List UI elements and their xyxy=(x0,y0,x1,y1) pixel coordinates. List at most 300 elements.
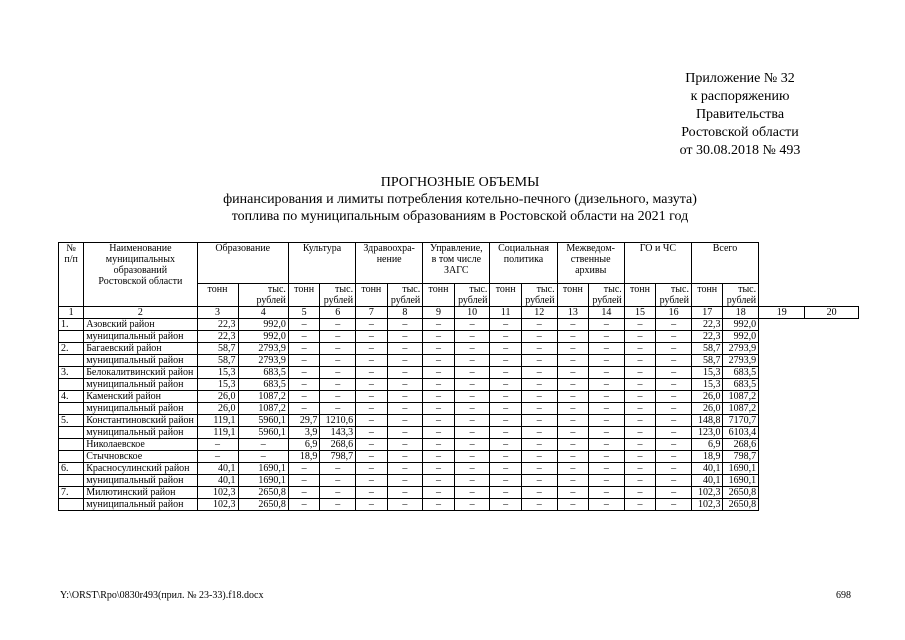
row-value: – xyxy=(521,475,557,487)
table-row xyxy=(59,415,859,427)
row-value: 26,0 xyxy=(691,391,722,403)
row-value: – xyxy=(557,487,588,499)
row-value: 1210,6 xyxy=(320,415,356,427)
row-value: – xyxy=(320,475,356,487)
row-value: – xyxy=(557,319,588,331)
fuel-table xyxy=(58,242,859,511)
header-group: Здравоохра- нение xyxy=(356,243,423,284)
row-value: – xyxy=(320,343,356,355)
row-value: – xyxy=(624,499,655,511)
row-value: 40,1 xyxy=(197,463,238,475)
row-value: – xyxy=(454,427,490,439)
row-value: – xyxy=(557,403,588,415)
row-value: – xyxy=(288,343,319,355)
row-value: – xyxy=(624,463,655,475)
row-value: – xyxy=(320,367,356,379)
row-value: – xyxy=(624,355,655,367)
row-number xyxy=(59,331,84,343)
title-line: ПРОГНОЗНЫЕ ОБЪЕМЫ xyxy=(380,175,540,190)
row-value: – xyxy=(423,355,454,367)
row-value: 5960,1 xyxy=(238,427,288,439)
header-unit-rub: тыс. рублей xyxy=(656,284,692,307)
row-value: 2793,9 xyxy=(238,343,288,355)
row-value: – xyxy=(454,331,490,343)
column-number: 11 xyxy=(490,307,521,319)
header-group: Межведом- ственные архивы xyxy=(557,243,624,284)
row-value: – xyxy=(656,355,692,367)
row-value: 22,3 xyxy=(197,331,238,343)
header-unit-rub: тыс. рублей xyxy=(723,284,759,307)
row-value: – xyxy=(356,415,387,427)
row-value: – xyxy=(454,415,490,427)
header-unit-rub: тыс. рублей xyxy=(454,284,490,307)
row-value: – xyxy=(624,403,655,415)
row-value: 268,6 xyxy=(320,439,356,451)
row-value: – xyxy=(521,451,557,463)
row-value: – xyxy=(387,475,423,487)
row-value: 6103,4 xyxy=(723,427,759,439)
row-number: 6. xyxy=(59,463,84,475)
row-value: – xyxy=(490,367,521,379)
row-name: Константиновский район xyxy=(84,415,197,427)
row-value: 2650,8 xyxy=(238,499,288,511)
row-value: – xyxy=(656,403,692,415)
header-group: Всего xyxy=(691,243,758,284)
row-value: – xyxy=(624,331,655,343)
row-name: Милютинский район xyxy=(84,487,197,499)
row-value: 7170,7 xyxy=(723,415,759,427)
row-value: – xyxy=(387,391,423,403)
row-value: – xyxy=(624,379,655,391)
row-value: – xyxy=(387,415,423,427)
row-value: 6,9 xyxy=(288,439,319,451)
row-value: – xyxy=(387,367,423,379)
row-value: – xyxy=(589,451,625,463)
row-number: 2. xyxy=(59,343,84,355)
row-value: 683,5 xyxy=(238,367,288,379)
row-value: 2793,9 xyxy=(238,355,288,367)
row-value: – xyxy=(356,463,387,475)
column-number: 16 xyxy=(656,307,692,319)
row-value: – xyxy=(387,427,423,439)
row-value: – xyxy=(624,367,655,379)
row-value: 683,5 xyxy=(723,367,759,379)
row-value: – xyxy=(387,319,423,331)
row-value: 1690,1 xyxy=(238,463,288,475)
row-value: 40,1 xyxy=(197,475,238,487)
row-value: 2793,9 xyxy=(723,355,759,367)
row-value: 683,5 xyxy=(238,379,288,391)
row-value: – xyxy=(624,451,655,463)
row-value: – xyxy=(423,463,454,475)
header-unit-tons: тонн xyxy=(288,284,319,307)
row-number xyxy=(59,355,84,367)
appendix-line: Ростовской области xyxy=(681,125,799,140)
row-value: – xyxy=(387,343,423,355)
row-value: 26,0 xyxy=(197,403,238,415)
row-value: – xyxy=(521,355,557,367)
row-value: – xyxy=(288,319,319,331)
row-name: муниципальный район xyxy=(84,499,197,511)
table-row xyxy=(59,403,859,415)
row-value: 1087,2 xyxy=(723,391,759,403)
row-value: – xyxy=(238,451,288,463)
row-value: 58,7 xyxy=(197,343,238,355)
row-value: 15,3 xyxy=(197,367,238,379)
column-number: 2 xyxy=(84,307,197,319)
row-value: – xyxy=(320,391,356,403)
header-unit-rub: тыс. рублей xyxy=(320,284,356,307)
row-value: – xyxy=(490,343,521,355)
header-unit-rub: тыс. рублей xyxy=(238,284,288,307)
table-row xyxy=(59,475,859,487)
row-value: – xyxy=(624,319,655,331)
table-row xyxy=(59,427,859,439)
column-number: 19 xyxy=(759,307,805,319)
row-value: 15,3 xyxy=(691,379,722,391)
row-value: – xyxy=(454,355,490,367)
row-value: – xyxy=(356,451,387,463)
row-value: – xyxy=(557,391,588,403)
table-row xyxy=(59,379,859,391)
header-group: Культура xyxy=(288,243,355,284)
row-value: 58,7 xyxy=(691,343,722,355)
column-number: 18 xyxy=(723,307,759,319)
row-value: – xyxy=(490,487,521,499)
row-value: – xyxy=(356,475,387,487)
row-value: – xyxy=(656,415,692,427)
row-value: – xyxy=(356,499,387,511)
header-unit-tons: тонн xyxy=(691,284,722,307)
row-value: – xyxy=(320,487,356,499)
row-value: – xyxy=(423,451,454,463)
row-value: 5960,1 xyxy=(238,415,288,427)
header-unit-tons: тонн xyxy=(197,284,238,307)
row-value: – xyxy=(589,499,625,511)
row-value: – xyxy=(454,403,490,415)
row-value: – xyxy=(356,319,387,331)
header-group: Управление, в том числе ЗАГС xyxy=(423,243,490,284)
header-group: Социальная политика xyxy=(490,243,557,284)
row-value: 102,3 xyxy=(691,487,722,499)
row-value: – xyxy=(423,379,454,391)
row-value: – xyxy=(197,439,238,451)
row-value: 2793,9 xyxy=(723,343,759,355)
row-value: – xyxy=(387,487,423,499)
row-value: – xyxy=(624,427,655,439)
row-value: – xyxy=(288,331,319,343)
row-value: – xyxy=(624,475,655,487)
header-unit-tons: тонн xyxy=(356,284,387,307)
row-value: 683,5 xyxy=(723,379,759,391)
row-value: – xyxy=(238,439,288,451)
row-value: – xyxy=(454,499,490,511)
row-value: 1087,2 xyxy=(723,403,759,415)
row-value: – xyxy=(288,499,319,511)
row-value: 58,7 xyxy=(197,355,238,367)
row-value: – xyxy=(490,415,521,427)
row-value: – xyxy=(656,475,692,487)
row-value: – xyxy=(589,343,625,355)
row-value: – xyxy=(288,355,319,367)
row-value: – xyxy=(387,355,423,367)
header-group: Образование xyxy=(197,243,288,284)
row-name: Белокалитвинский район xyxy=(84,367,197,379)
column-number: 17 xyxy=(691,307,722,319)
appendix-line: к распоряжению xyxy=(690,89,790,104)
row-value: – xyxy=(320,499,356,511)
row-value: – xyxy=(454,487,490,499)
row-value: 58,7 xyxy=(691,355,722,367)
row-value: 22,3 xyxy=(197,319,238,331)
row-value: – xyxy=(423,343,454,355)
row-value: – xyxy=(423,439,454,451)
row-value: – xyxy=(356,355,387,367)
row-number: 4. xyxy=(59,391,84,403)
row-name: Красносулинский район xyxy=(84,463,197,475)
row-value: 1087,2 xyxy=(238,391,288,403)
row-value: 1690,1 xyxy=(723,475,759,487)
row-value: – xyxy=(521,319,557,331)
row-name: муниципальный район xyxy=(84,403,197,415)
row-value: – xyxy=(656,367,692,379)
table-row xyxy=(59,439,859,451)
row-value: 992,0 xyxy=(723,331,759,343)
row-value: 2650,8 xyxy=(723,499,759,511)
row-value: 1087,2 xyxy=(238,403,288,415)
row-value: – xyxy=(490,463,521,475)
row-value: – xyxy=(320,403,356,415)
row-value: – xyxy=(356,379,387,391)
row-value: – xyxy=(320,319,356,331)
column-number: 15 xyxy=(624,307,655,319)
row-value: 22,3 xyxy=(691,319,722,331)
header-unit-tons: тонн xyxy=(557,284,588,307)
row-value: – xyxy=(521,379,557,391)
row-name: Николаевское xyxy=(84,439,197,451)
row-value: – xyxy=(521,463,557,475)
row-number xyxy=(59,439,84,451)
header-unit-tons: тонн xyxy=(624,284,655,307)
row-value: 1690,1 xyxy=(723,463,759,475)
row-value: – xyxy=(356,439,387,451)
row-value: – xyxy=(490,355,521,367)
row-value: – xyxy=(423,331,454,343)
row-value: 40,1 xyxy=(691,475,722,487)
column-number: 10 xyxy=(454,307,490,319)
row-value: – xyxy=(656,499,692,511)
row-value: 119,1 xyxy=(197,415,238,427)
row-name: Стычновское xyxy=(84,451,197,463)
table-row xyxy=(59,367,859,379)
row-value: – xyxy=(423,403,454,415)
row-value: – xyxy=(589,475,625,487)
row-value: – xyxy=(490,331,521,343)
row-value: – xyxy=(557,415,588,427)
row-value: – xyxy=(656,319,692,331)
header-unit-tons: тонн xyxy=(490,284,521,307)
column-numbers-row xyxy=(59,307,859,319)
row-value: – xyxy=(557,343,588,355)
row-value: 1690,1 xyxy=(238,475,288,487)
column-number: 4 xyxy=(238,307,288,319)
row-value: – xyxy=(589,439,625,451)
row-value: 992,0 xyxy=(238,319,288,331)
row-value: – xyxy=(490,499,521,511)
row-value: – xyxy=(557,367,588,379)
row-value: – xyxy=(589,355,625,367)
table-row xyxy=(59,343,859,355)
row-value: – xyxy=(320,379,356,391)
row-value: – xyxy=(490,403,521,415)
table-row xyxy=(59,355,859,367)
row-value: – xyxy=(557,499,588,511)
row-value: – xyxy=(557,427,588,439)
header-unit-rub: тыс. рублей xyxy=(387,284,423,307)
row-value: – xyxy=(589,487,625,499)
row-value: – xyxy=(320,331,356,343)
row-value: – xyxy=(387,451,423,463)
row-number: 1. xyxy=(59,319,84,331)
row-value: – xyxy=(589,403,625,415)
row-value: – xyxy=(521,367,557,379)
table-row xyxy=(59,499,859,511)
row-value: – xyxy=(557,475,588,487)
row-name: Азовский район xyxy=(84,319,197,331)
title-line: финансирования и лимиты потребления котельно-печного (дизельного, мазута) xyxy=(223,192,697,207)
row-value: – xyxy=(356,427,387,439)
row-value: – xyxy=(490,475,521,487)
row-value: – xyxy=(454,475,490,487)
row-value: – xyxy=(356,343,387,355)
row-value: 26,0 xyxy=(197,391,238,403)
row-value: 26,0 xyxy=(691,403,722,415)
row-value: – xyxy=(521,427,557,439)
row-value: 798,7 xyxy=(320,451,356,463)
row-value: – xyxy=(197,451,238,463)
row-value: – xyxy=(454,379,490,391)
row-value: – xyxy=(288,379,319,391)
row-value: – xyxy=(624,343,655,355)
row-value: – xyxy=(521,415,557,427)
row-value: – xyxy=(288,367,319,379)
column-number: 14 xyxy=(589,307,625,319)
row-value: – xyxy=(521,403,557,415)
table-row xyxy=(59,391,859,403)
row-number xyxy=(59,379,84,391)
row-value: 18,9 xyxy=(691,451,722,463)
header-num: № п/п xyxy=(59,243,84,307)
row-value: – xyxy=(356,403,387,415)
column-number: 20 xyxy=(805,307,859,319)
row-value: – xyxy=(656,331,692,343)
row-value: – xyxy=(454,391,490,403)
row-value: – xyxy=(423,487,454,499)
row-value: – xyxy=(624,415,655,427)
row-value: – xyxy=(656,487,692,499)
row-value: – xyxy=(423,415,454,427)
row-value: 992,0 xyxy=(723,319,759,331)
row-value: – xyxy=(288,475,319,487)
row-value: – xyxy=(624,391,655,403)
row-number xyxy=(59,451,84,463)
row-name: Багаевский район xyxy=(84,343,197,355)
row-value: – xyxy=(557,379,588,391)
row-value: – xyxy=(387,331,423,343)
row-value: – xyxy=(557,331,588,343)
file-path: Y:\ORST\Rpo\0830r493(прил. № 23-33).f18.docx xyxy=(60,590,264,601)
row-value: – xyxy=(656,427,692,439)
row-name: муниципальный район xyxy=(84,427,197,439)
row-value: – xyxy=(557,439,588,451)
appendix-line: Правительства xyxy=(695,107,785,122)
row-value: – xyxy=(589,463,625,475)
row-value: – xyxy=(521,343,557,355)
row-value: – xyxy=(288,463,319,475)
row-value: 102,3 xyxy=(197,487,238,499)
row-value: – xyxy=(454,367,490,379)
row-value: – xyxy=(387,403,423,415)
table-row xyxy=(59,451,859,463)
row-value: – xyxy=(624,487,655,499)
header-unit-tons: тонн xyxy=(423,284,454,307)
row-value: 148,8 xyxy=(691,415,722,427)
column-number: 7 xyxy=(356,307,387,319)
row-number xyxy=(59,499,84,511)
row-value: 6,9 xyxy=(691,439,722,451)
row-value: 29,7 xyxy=(288,415,319,427)
row-value: – xyxy=(423,367,454,379)
row-name: муниципальный район xyxy=(84,331,197,343)
column-number: 3 xyxy=(197,307,238,319)
row-value: – xyxy=(589,367,625,379)
row-value: – xyxy=(656,391,692,403)
header-name: Наименование муниципальных образований Ростовской области xyxy=(84,243,197,307)
row-value: – xyxy=(454,463,490,475)
row-value: – xyxy=(454,451,490,463)
row-value: – xyxy=(656,451,692,463)
row-number xyxy=(59,475,84,487)
row-value: – xyxy=(557,355,588,367)
row-value: 102,3 xyxy=(197,499,238,511)
row-value: – xyxy=(288,487,319,499)
row-value: – xyxy=(589,415,625,427)
row-value: – xyxy=(490,427,521,439)
row-value: – xyxy=(490,319,521,331)
row-value: – xyxy=(490,391,521,403)
column-number: 5 xyxy=(288,307,319,319)
table-row xyxy=(59,463,859,475)
row-number xyxy=(59,427,84,439)
row-value: – xyxy=(589,427,625,439)
row-value: – xyxy=(589,379,625,391)
appendix-header xyxy=(640,70,840,160)
row-value: 3,9 xyxy=(288,427,319,439)
row-value: – xyxy=(423,391,454,403)
column-number: 13 xyxy=(557,307,588,319)
row-value: – xyxy=(521,439,557,451)
row-value: – xyxy=(656,463,692,475)
row-value: – xyxy=(490,439,521,451)
row-value: 40,1 xyxy=(691,463,722,475)
row-value: 123,0 xyxy=(691,427,722,439)
row-value: – xyxy=(356,391,387,403)
table-row xyxy=(59,319,859,331)
row-value: – xyxy=(288,403,319,415)
header-row xyxy=(59,243,859,284)
appendix-line: Приложение № 32 xyxy=(685,71,795,86)
row-value: – xyxy=(454,439,490,451)
